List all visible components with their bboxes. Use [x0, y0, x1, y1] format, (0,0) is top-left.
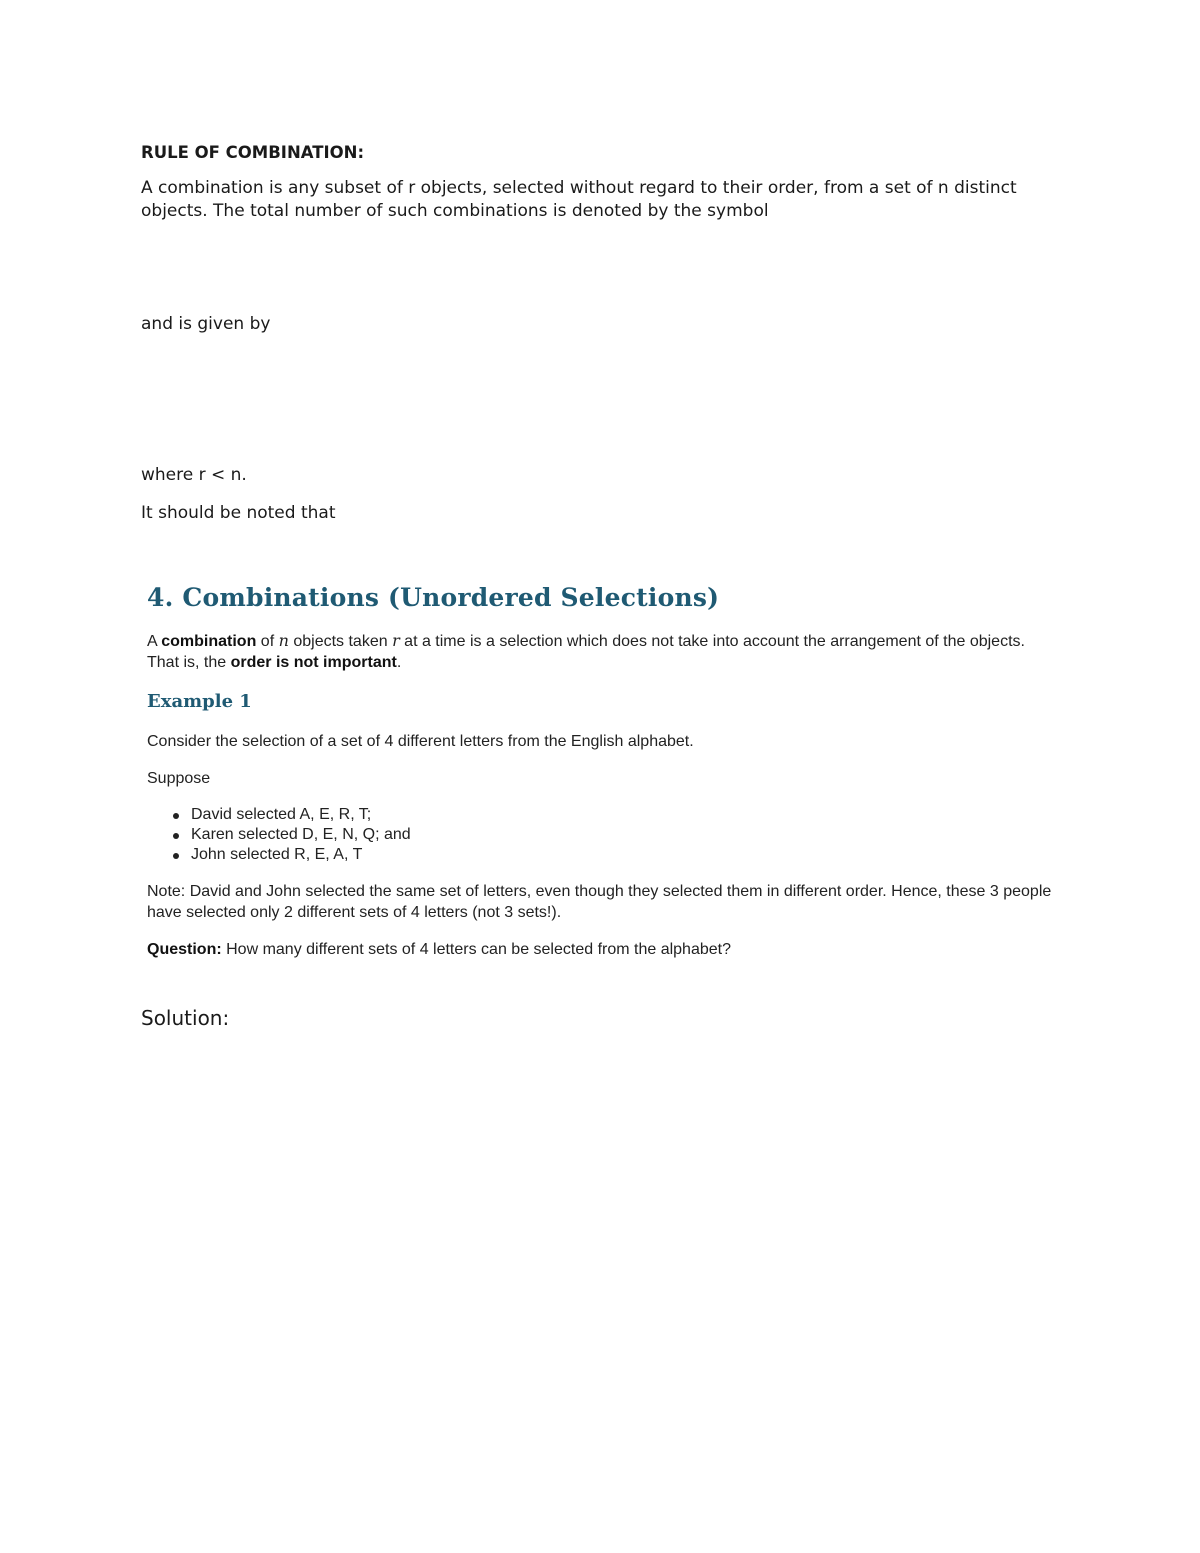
order-term: order is not important — [230, 654, 397, 671]
r-variable: r — [392, 631, 400, 650]
example-title: Example 1 — [147, 691, 252, 712]
section-title: 4. Combinations (Unordered Selections) — [147, 583, 720, 612]
definition-paragraph: A combination is any subset of r objects, selected without regard to their order, from a set of n distinct objects. The total number of such combinations is denoted by the symbol — [141, 178, 1017, 221]
question-paragraph — [147, 939, 1057, 960]
intro-text-1: A — [147, 633, 162, 650]
n-variable: n — [278, 631, 289, 650]
question-label: Question: — [147, 941, 222, 958]
intro-text-4: at a time is a selection which does not take into account the arrangement of the objects. That is, the — [147, 633, 1025, 671]
list-item: David selected A, E, R, T; — [191, 805, 1057, 825]
intro-text-5: . — [396, 654, 402, 671]
suppose-paragraph: Suppose — [147, 770, 211, 787]
list-item: Karen selected D, E, N, Q; and — [191, 825, 1057, 845]
embedded-screenshot — [147, 580, 1057, 976]
list-item: John selected R, E, A, T — [191, 845, 1057, 865]
given-by-text: and is given by — [141, 314, 271, 334]
question-text: How many different sets of 4 letters can be selected from the alphabet? — [221, 941, 731, 958]
combination-term: combination — [161, 633, 257, 650]
where-condition-text: where r < n. — [141, 465, 247, 485]
noted-text: It should be noted that — [141, 503, 336, 523]
solution-label: Solution: — [141, 1006, 230, 1030]
combination-definition — [147, 630, 1057, 673]
note-paragraph: Note: David and John selected the same set of letters, even though they selected them in different order. Hence, these 3 people have selected only 2 different sets of 4 letters (not 3 sets!). — [147, 883, 1052, 921]
selection-list — [147, 805, 1057, 865]
intro-text-2: of — [256, 633, 279, 650]
rule-heading: RULE OF COMBINATION: — [141, 143, 365, 162]
intro-text-3: objects taken — [288, 633, 393, 650]
consider-paragraph: Consider the selection of a set of 4 different letters from the English alphabet. — [147, 733, 694, 750]
